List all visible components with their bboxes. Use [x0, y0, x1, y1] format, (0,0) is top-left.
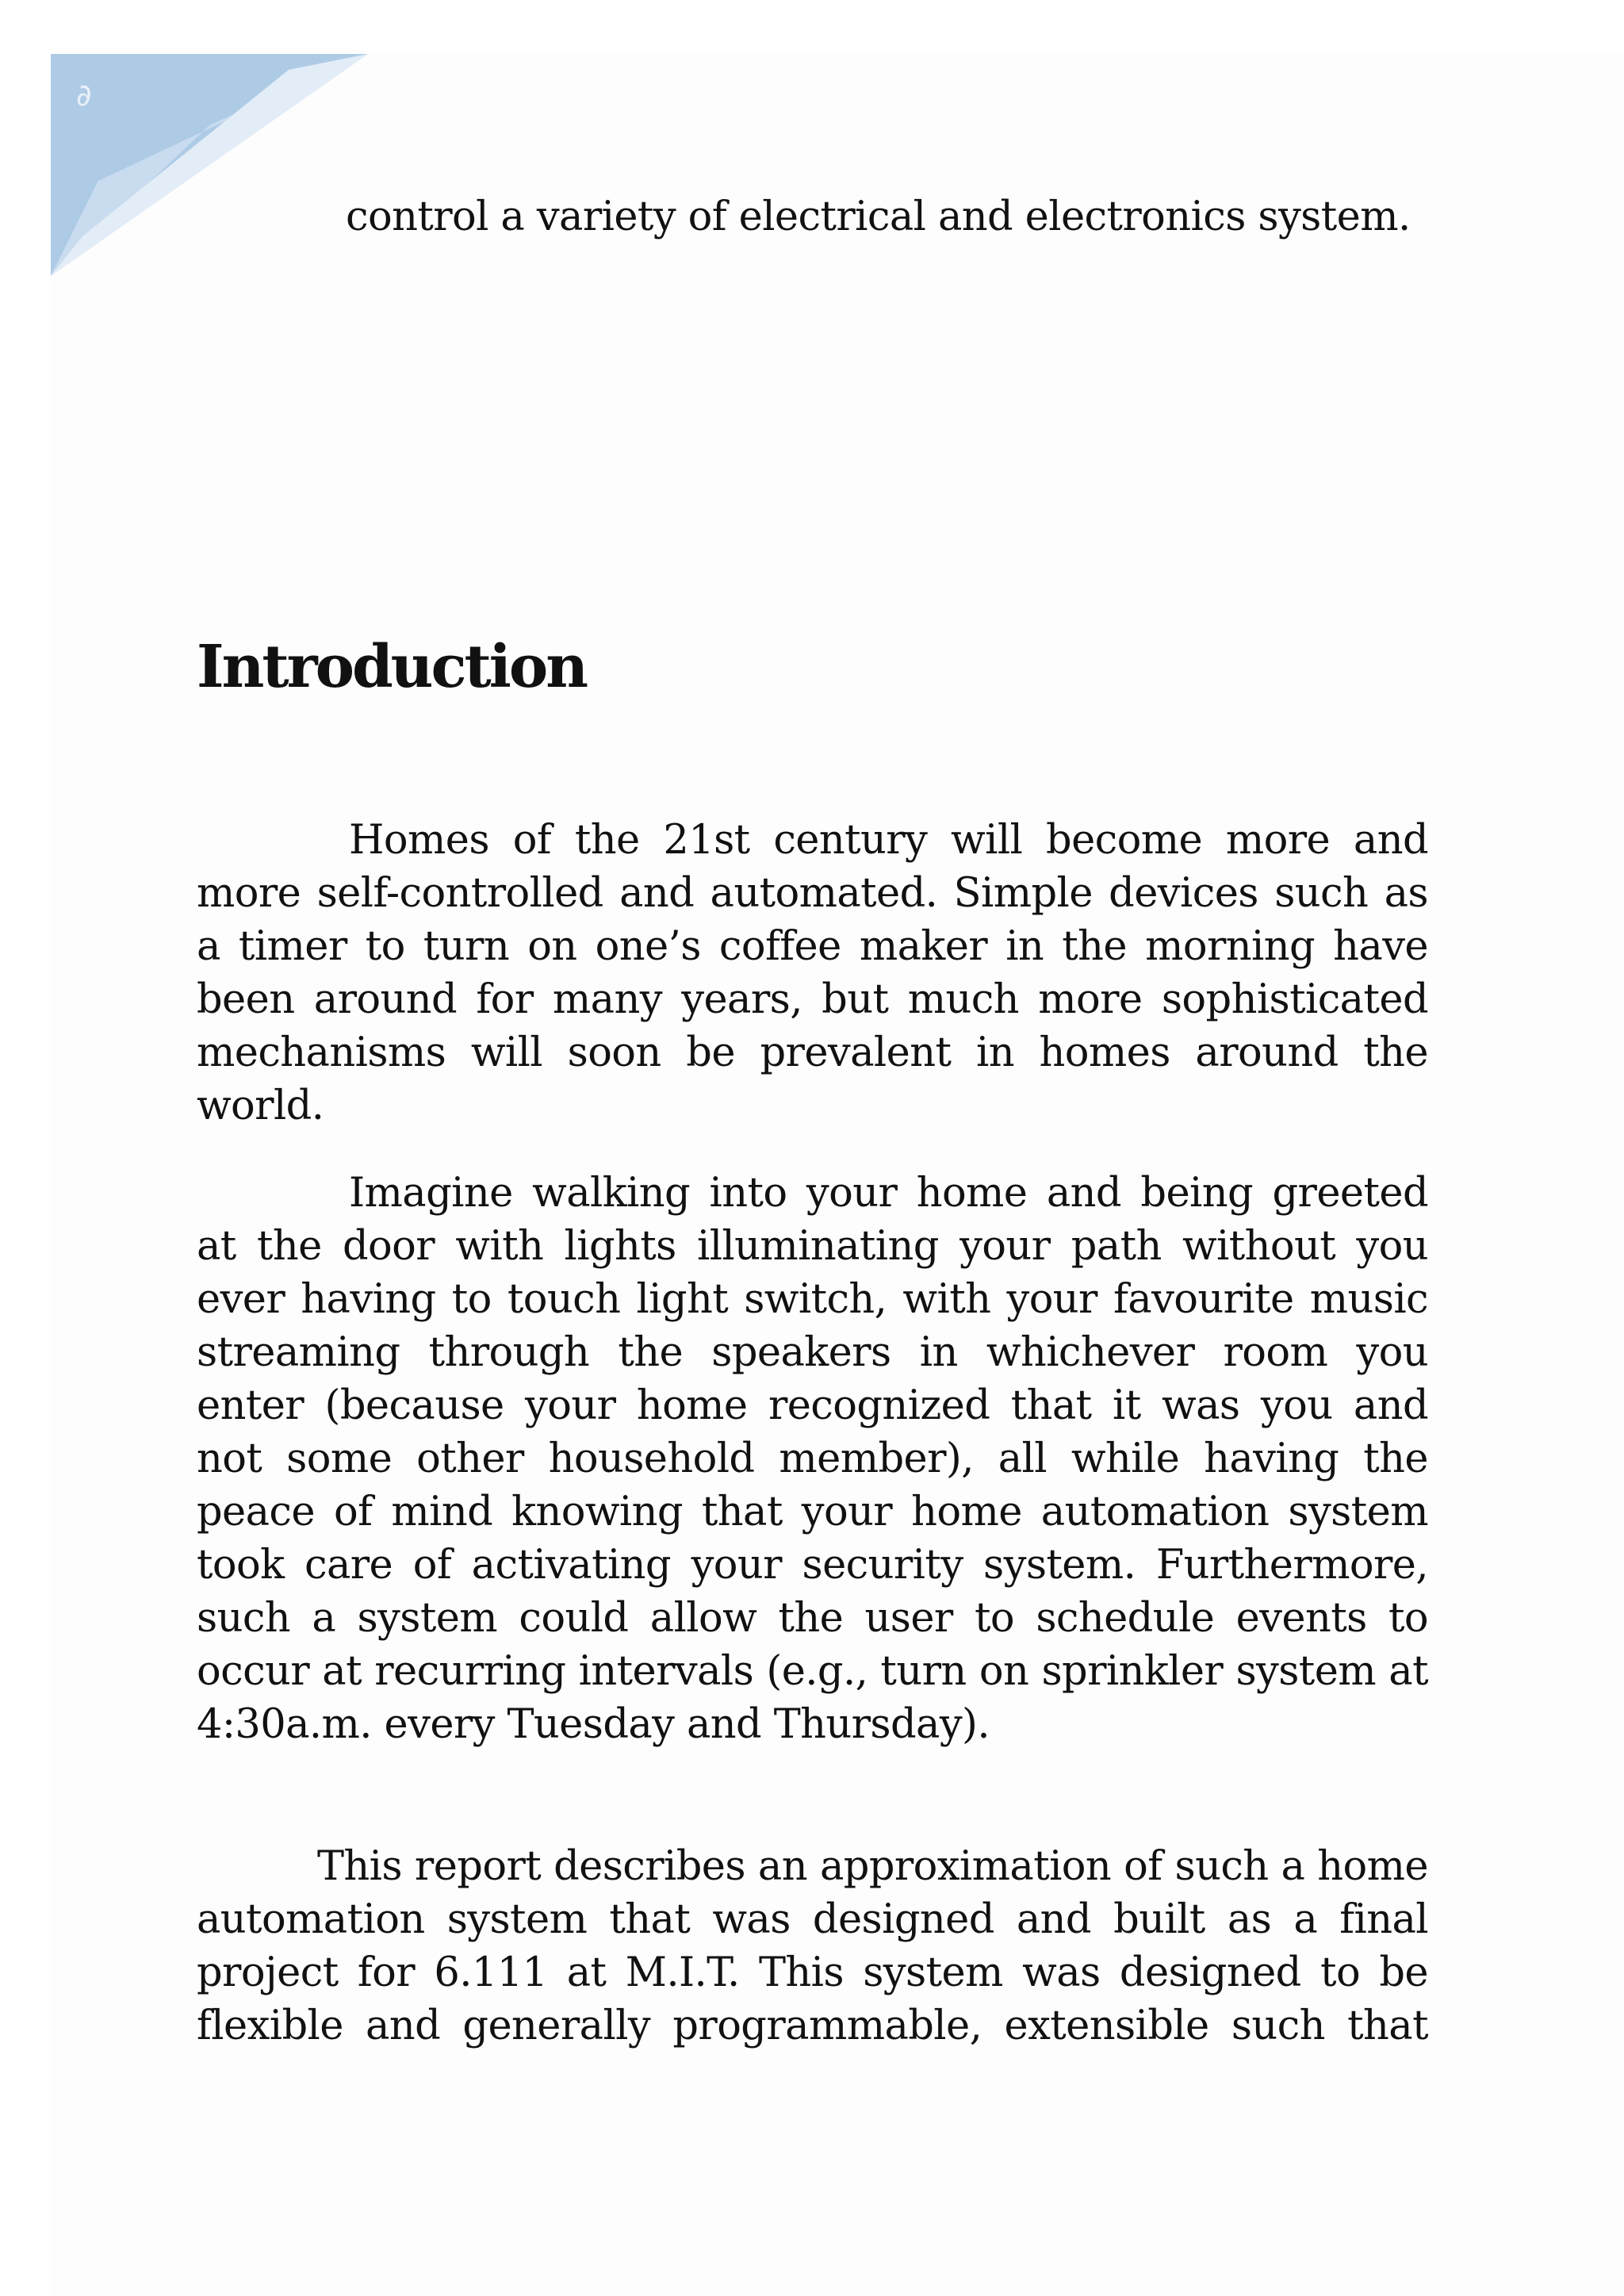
paragraph-1: Homes of the 21st century will become more and more self-controlled and automated. Simple devices such as a timer to turn on one’s coffee maker in the morning have been around for many years, but much more sophisticated mechanisms will soon be prevalent in homes around the world.: [197, 817, 1428, 1129]
continued-text-line: control a variety of electrical and electronics system.: [346, 194, 1411, 240]
corner-decoration: [51, 54, 368, 276]
paragraph-2: Imagine walking into your home and being greeted at the door with lights illuminating your path without you ever having to touch light switch, with your favourite music streaming through the speakers in whichever room you enter (because your home recognized that it was you and not some other household member), all while having the peace of mind knowing that your home automation system took care of activating your security system. Furthermore, such a system could allow the user to schedule events to occur at recurring intervals (e.g., turn on sprinkler system at 4:30a.m. every Tuesday and Thursday).: [197, 1170, 1428, 1748]
corner-mark: ∂: [76, 78, 92, 113]
paragraph-3: This report describes an approximation of such a home automation system that was designed and built as a final project for 6.111 at M.I.T. This system was designed to be flexible and generally programmable, extensible such that: [197, 1843, 1428, 2049]
section-heading: Introduction: [197, 633, 586, 701]
